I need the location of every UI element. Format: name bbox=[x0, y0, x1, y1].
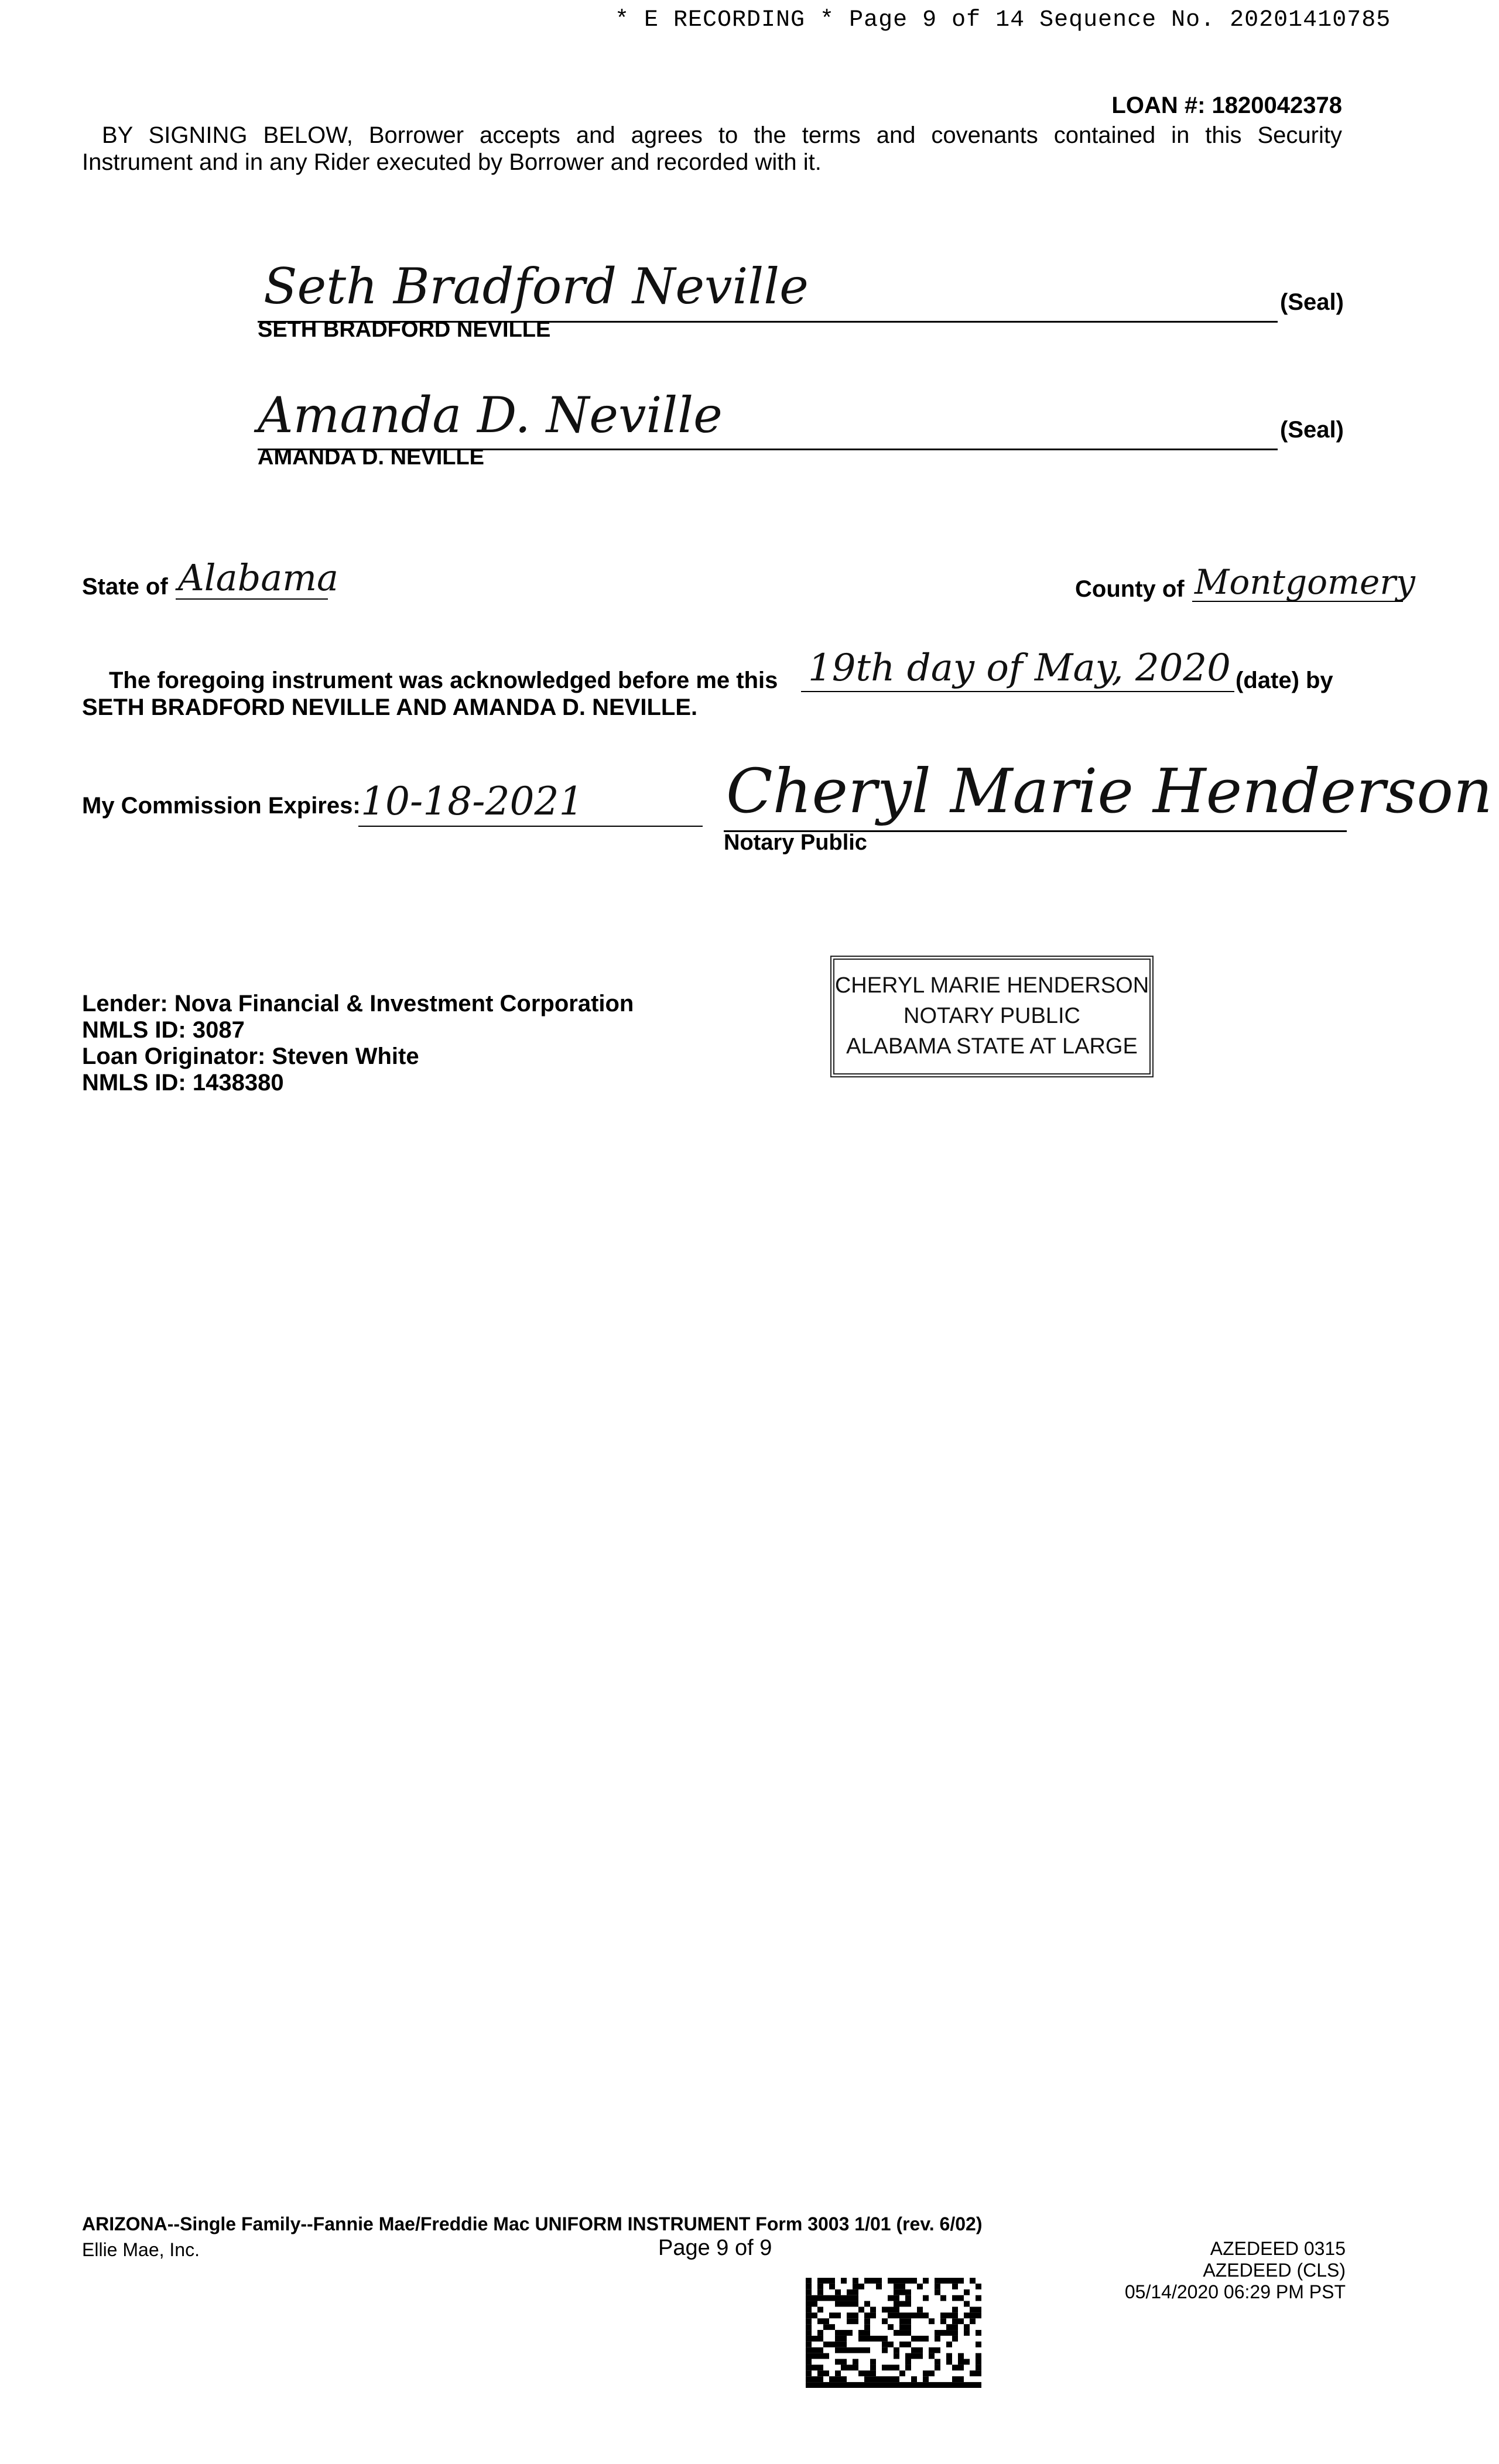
acknowledgment-sentence-end: (date) by bbox=[1236, 668, 1333, 693]
stamp-title: NOTARY PUBLIC bbox=[903, 1004, 1080, 1028]
publisher: Ellie Mae, Inc. bbox=[82, 2239, 200, 2260]
acknowledgment-date-underline bbox=[801, 691, 1234, 692]
county-label: County of bbox=[1075, 576, 1185, 602]
footer-timestamp: 05/14/2020 06:29 PM PST bbox=[1124, 2281, 1346, 2302]
acknowledgment-parties: SETH BRADFORD NEVILLE AND AMANDA D. NEVILLE. bbox=[82, 694, 698, 720]
borrower-1-seal-label: (Seal) bbox=[1280, 289, 1344, 315]
notary-stamp bbox=[830, 956, 1154, 1077]
commission-expiration-value: 10-18-2021 bbox=[361, 779, 584, 824]
county-underline bbox=[1192, 601, 1403, 602]
borrower-2-signature: Amanda D. Neville bbox=[258, 386, 723, 444]
loan-number: LOAN #: 1820042378 bbox=[1111, 93, 1342, 118]
borrower-2-seal-label: (Seal) bbox=[1280, 417, 1344, 443]
borrower-1-printed-name: SETH BRADFORD NEVILLE bbox=[258, 317, 551, 342]
footer-code-2: AZEDEED (CLS) bbox=[1203, 2260, 1346, 2281]
stamp-jurisdiction: ALABAMA STATE AT LARGE bbox=[846, 1034, 1138, 1059]
lender-name: Lender: Nova Financial & Investment Corporation bbox=[82, 991, 634, 1017]
commission-label: My Commission Expires: bbox=[82, 793, 361, 819]
recording-header: * E RECORDING * Page 9 of 14 Sequence No. 20201410785 bbox=[615, 7, 1391, 33]
notary-signature: Cheryl Marie Henderson bbox=[726, 755, 1493, 827]
commission-underline bbox=[358, 826, 703, 827]
loan-originator: Loan Originator: Steven White bbox=[82, 1043, 419, 1069]
county-value: Montgomery bbox=[1195, 562, 1415, 602]
footer-codes bbox=[1125, 2238, 1346, 2303]
acknowledgment-sentence-start: The foregoing instrument was acknowledged before me this bbox=[109, 668, 778, 693]
notary-public-label: Notary Public bbox=[724, 830, 867, 855]
footer-code-1: AZEDEED 0315 bbox=[1210, 2238, 1346, 2259]
intro-line-1: BY SIGNING BELOW, Borrower accepts and agrees to the terms and covenants contained in this Security bbox=[102, 122, 1342, 148]
stamp-name: CHERYL MARIE HENDERSON bbox=[834, 973, 1149, 998]
state-value: Alabama bbox=[178, 556, 338, 599]
lender-nmls: NMLS ID: 3087 bbox=[82, 1017, 245, 1043]
intro-paragraph bbox=[82, 122, 1342, 176]
barcode-icon bbox=[806, 2278, 981, 2388]
intro-line-2: Instrument and in any Rider executed by Borrower and recorded with it. bbox=[82, 149, 822, 175]
state-underline bbox=[176, 598, 328, 600]
borrower-1-signature: Seth Bradford Neville bbox=[263, 258, 809, 315]
page-number: Page 9 of 9 bbox=[658, 2236, 772, 2260]
acknowledgment-date: 19th day of May, 2020 bbox=[808, 646, 1231, 690]
lender-info bbox=[82, 991, 634, 1096]
borrower-2-printed-name: AMANDA D. NEVILLE bbox=[258, 445, 485, 470]
form-title: ARIZONA--Single Family--Fannie Mae/Freddie Mac UNIFORM INSTRUMENT Form 3003 1/01 (rev. 6/02) bbox=[82, 2213, 983, 2234]
originator-nmls: NMLS ID: 1438380 bbox=[82, 1070, 284, 1096]
state-label: State of bbox=[82, 574, 168, 600]
